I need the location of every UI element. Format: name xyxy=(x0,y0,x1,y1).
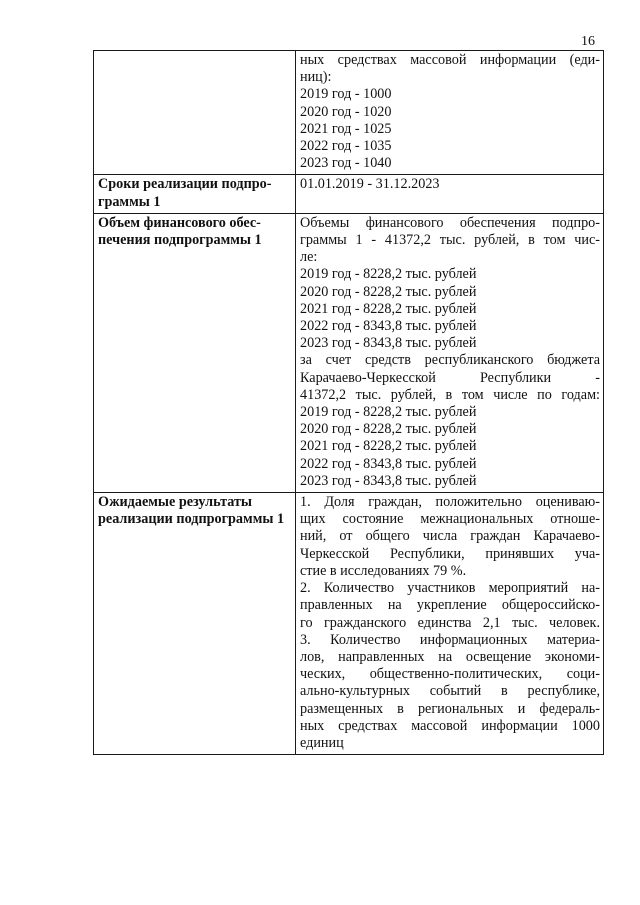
text-line: 3. Количество информационных материа- xyxy=(300,631,600,648)
text-line: стие в исследованиях 79 %. xyxy=(300,562,467,579)
text-line: 2019 год - 8228,2 тыс. рублей xyxy=(300,266,477,283)
text-line: размещенных в региональных и федераль- xyxy=(300,700,600,717)
text-line: 2020 год - 1020 xyxy=(300,103,392,120)
text-line: ных средствах массовой информации (еди- xyxy=(300,52,600,68)
row-value-results xyxy=(296,493,604,755)
text-line: ально-культурных событий в республике, xyxy=(300,683,600,700)
text-line: 2022 год - 8343,8 тыс. рублей xyxy=(300,455,477,472)
text-line: 2019 год - 8228,2 тыс. рублей xyxy=(300,404,477,421)
text-line: 41372,2 тыс. рублей, в том числе по годам: xyxy=(300,386,600,403)
text-line: ческих, общественно-политических, соци- xyxy=(300,666,600,683)
text-line: 2021 год - 8228,2 тыс. рублей xyxy=(300,300,477,317)
row-label-terms: Сроки реализации подпро- граммы 1 xyxy=(94,175,296,213)
row-label-results: Ожидаемые результаты реализации подпрограммы 1 xyxy=(94,493,296,755)
text-line: Черкесской Республики, принявших уча- xyxy=(300,545,600,562)
row-label-empty xyxy=(94,51,296,175)
text-line: 2019 год - 1000 xyxy=(300,86,392,103)
table-row-results xyxy=(94,493,604,755)
text-line: граммы 1 - 41372,2 тыс. рублей, в том чис- xyxy=(300,232,600,249)
text-line: ниц): xyxy=(300,69,332,86)
row-label-funding: Объем финансового обес- печения подпрограммы 1 xyxy=(94,213,296,492)
text-line: 2023 год - 1040 xyxy=(300,155,392,172)
page-number: 16 xyxy=(581,34,595,49)
text-line: 01.01.2019 - 31.12.2023 xyxy=(300,176,440,193)
text-line: 2020 год - 8228,2 тыс. рублей xyxy=(300,283,477,300)
text-line: 2023 год - 8343,8 тыс. рублей xyxy=(300,472,477,489)
text-line: Карачаево-Черкесской Республики - xyxy=(300,369,600,386)
text-line: 2021 год - 8228,2 тыс. рублей xyxy=(300,438,477,455)
text-line: 2022 год - 8343,8 тыс. рублей xyxy=(300,318,477,335)
text-line: 2022 год - 1035 xyxy=(300,138,392,155)
text-line: единиц xyxy=(300,734,344,751)
text-line: 2020 год - 8228,2 тыс. рублей xyxy=(300,421,477,438)
text-line: ле: xyxy=(300,249,318,266)
text-line: 2023 год - 8343,8 тыс. рублей xyxy=(300,335,477,352)
passport-table xyxy=(93,50,604,755)
row-value-funding xyxy=(296,213,604,492)
text-line: лов, направленных на освещение экономи- xyxy=(300,648,600,665)
text-line: ных средствах массовой информации 1000 xyxy=(300,717,600,734)
text-line: 2021 год - 1025 xyxy=(300,120,392,137)
text-line: правленных на укрепление общероссийско- xyxy=(300,597,600,614)
row-value-media-counts xyxy=(296,51,604,175)
table-row-funding xyxy=(94,213,604,492)
row-value-terms xyxy=(296,175,604,213)
text-line: го гражданского единства 2,1 тыс. человек. xyxy=(300,614,600,631)
table-row-media-continuation xyxy=(94,51,604,175)
text-line: за счет средств республиканского бюджета xyxy=(300,352,600,369)
text-line: 2. Количество участников мероприятий на- xyxy=(300,580,600,597)
text-line: ний, от общего числа граждан Карачаево- xyxy=(300,528,600,545)
table-row-terms xyxy=(94,175,604,213)
text-line: 1. Доля граждан, положительно оцениваю- xyxy=(300,494,600,511)
text-line: Объемы финансового обеспечения подпро- xyxy=(300,214,600,231)
text-line: щих состояние межнациональных отноше- xyxy=(300,511,600,528)
